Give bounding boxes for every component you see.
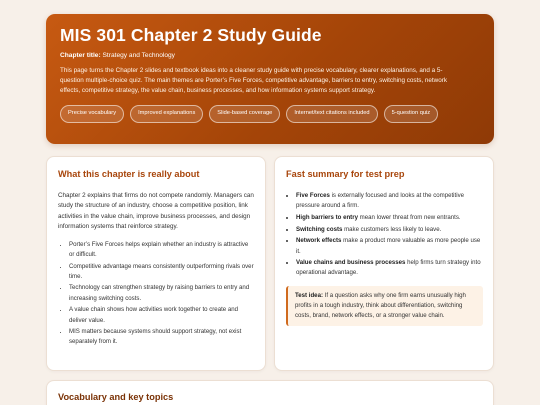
- intro-paragraph: This page turns the Chapter 2 slides and textbook ideas into a cleaner study guide with precise vocabulary, clearer explanations, and a 5-question multiple-choice quiz. The main themes are Porter’s Five Forces, competitive advantage, barriers to entry, switching costs, network effects, competitive strategy, the value chain, business processes, and how information systems support strategy.: [60, 67, 447, 95]
- test-idea-callout: [286, 286, 483, 327]
- vocab-heading: Vocabulary and key topics: [58, 392, 174, 402]
- page-title: MIS 301 Chapter 2 Study Guide: [60, 25, 322, 45]
- list-item: [296, 225, 483, 235]
- list-item: [296, 236, 483, 256]
- chip-quiz: 5-question quiz: [384, 105, 439, 123]
- summary-term: Five Forces: [296, 192, 330, 199]
- list-item: [296, 213, 483, 223]
- chip-slide-based-coverage: Slide-based coverage: [209, 105, 280, 123]
- summary-term: Value chains and business processes: [296, 259, 406, 267]
- summary-text: mean lower threat from new entrants.: [357, 213, 461, 221]
- summary-list: [286, 191, 483, 279]
- list-item: • A value chain shows how activities work together to create and deliver value.: [69, 305, 255, 325]
- summary-term: High barriers to entry: [296, 213, 358, 221]
- summary-text: help firms turn strategy into operational advantage.: [296, 259, 481, 277]
- chip-precise-vocabulary: Precise vocabulary: [60, 105, 124, 123]
- chapter-subtitle: [60, 52, 480, 60]
- list-item: • Technology can strengthen strategy by raising barriers to entry and increasing switching costs.: [69, 283, 255, 303]
- list-item: • Competitive advantage means consistently outperforming rivals over time.: [69, 262, 255, 282]
- list-item: • Porter’s Five Forces helps explain whether an industry is attractive or difficult.: [69, 240, 255, 260]
- list-item: [296, 191, 483, 211]
- tip-label: Test idea:: [295, 291, 323, 299]
- summary-text: make customers less likely to leave.: [342, 225, 442, 233]
- summary-text: is externally focused and looks at the competitive pressure around a firm.: [296, 192, 465, 210]
- summary-term: Network effects: [296, 237, 342, 245]
- summary-heading: Fast summary for test prep: [286, 169, 405, 179]
- chip-citations-included: Internet/text citations included: [286, 105, 377, 123]
- about-heading: What this chapter is really about: [58, 169, 200, 179]
- chapter-title-label: Chapter title:: [60, 52, 101, 59]
- about-card: [46, 156, 266, 371]
- list-item: [296, 258, 483, 278]
- vocab-card: [46, 380, 494, 405]
- feature-chips: [60, 105, 480, 123]
- chapter-title-value: Strategy and Technology: [102, 52, 175, 59]
- summary-text: make a product more valuable as more people use it.: [296, 237, 481, 255]
- list-item: • MIS matters because systems should support strategy, not exist separately from it.: [69, 327, 255, 347]
- about-lead: Chapter 2 explains that firms do not compete randomly. Managers can study the structure of an industry, choose a competitive position, link activities in the value chain, improve business processes, and design information systems that reinforce strategy.: [58, 192, 254, 231]
- chip-improved-explanations: Improved explanations: [130, 105, 203, 123]
- hero-banner: [46, 14, 494, 144]
- summary-term: Switching costs: [296, 225, 343, 233]
- tip-text: If a question asks why one firm earns unusually high profits in a tough industry, think about differentiation, switching costs, brand, network effects, or a stronger value chain.: [295, 291, 466, 320]
- summary-card: [274, 156, 494, 371]
- about-bullets: [58, 240, 255, 348]
